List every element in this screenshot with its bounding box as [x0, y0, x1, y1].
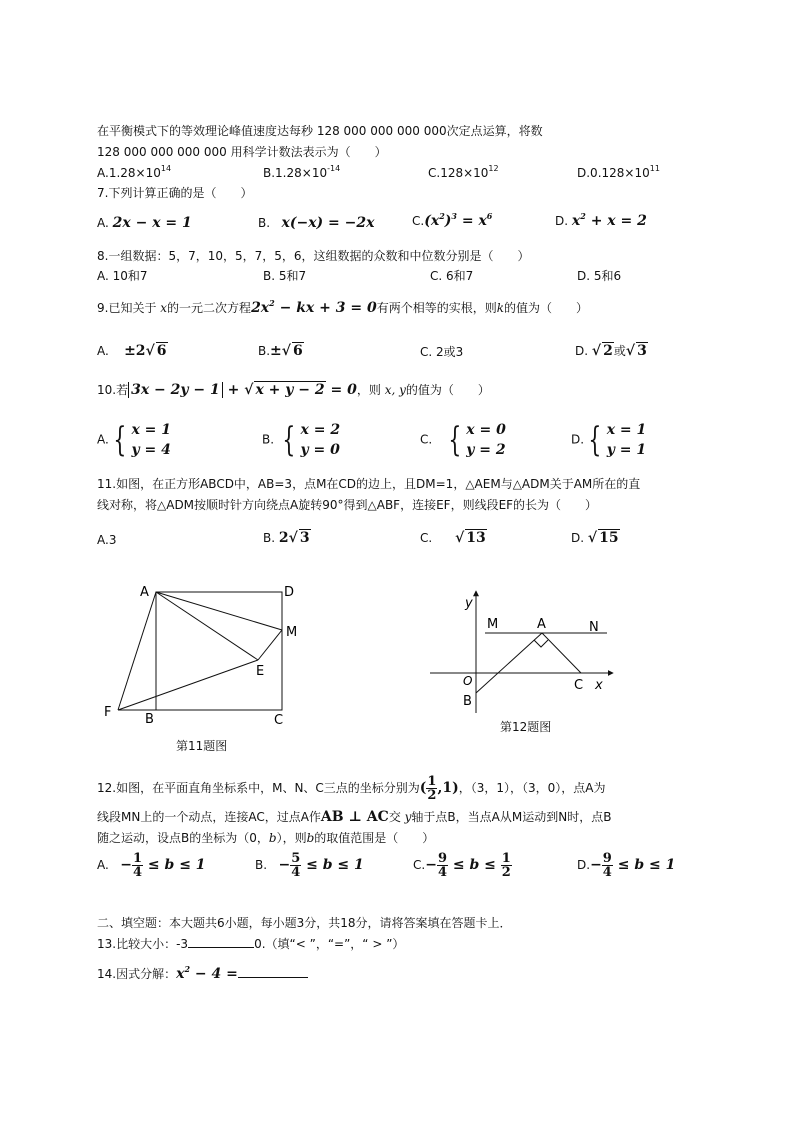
q7-stem: 7.下列计算正确的是（ ） — [97, 186, 253, 200]
label-a: A — [537, 617, 546, 632]
q9-option-b: B.±√ 6 — [258, 343, 303, 359]
label-m: M — [487, 617, 499, 632]
q14: 14.因式分解：$x^2 - 4$ = — [97, 965, 308, 982]
q12-option-b: B. − $\frac{5}{4}$ ≤ b ≤ 1 — [255, 851, 364, 880]
label-o: O — [463, 674, 473, 688]
q8-stem: 8.一组数据：5，7，10，5，7，5，6，这组数据的众数和中位数分别是（ ） — [97, 249, 530, 263]
segment-ae — [156, 592, 258, 660]
q7-option-d: D. $x^2 + x = 2$ — [555, 211, 647, 229]
q12-stem-line2: 线段MN上的一个动点，连接AC，过点A作AB ⊥ AC交 y轴于点B，当点A从M运动到N时，点B — [97, 809, 612, 825]
q7-option-b: B. x(−x) = −2x — [258, 215, 375, 231]
segment-em — [258, 630, 282, 660]
label-n: N — [589, 620, 599, 635]
q9-stem: 9.已知关于 x的一元二次方程$2x^2$ − kx + 3 = 0有两个相等的实根，则k的值为（ ） — [97, 298, 589, 316]
right-angle-mark — [534, 640, 548, 647]
q9-option-d: D. √ 2或√ 3 — [575, 343, 647, 359]
q12-stem-line1: 12.如图，在平面直角坐标系中，M、N、C三点的坐标分别为( $\frac{1}{2}$ ,1)，（3，1），（3，0），点A为 — [97, 774, 606, 803]
q10-stem: 10.若 3x − 2y − 1 + √ x + y − 2 = 0，则 x, y的值为（ ） — [97, 382, 490, 398]
q12-option-a: A. − $\frac{1}{4}$ ≤ b ≤ 1 — [97, 851, 206, 880]
q11-stem-line2: 线对称，将△ADM按顺时针方向绕点A旋转90°得到△ABF，连接EF，则线段EF的长为（ ） — [97, 498, 598, 512]
square-abcd — [156, 592, 282, 710]
label-b: B — [145, 712, 154, 727]
q12-option-d: D.− $\frac{9}{4}$ ≤ b ≤ 1 — [577, 851, 676, 880]
q6-option-d: $D.0.128\times 10^{11}$ — [577, 164, 660, 180]
q8-option-a: A. 10和7 — [97, 269, 148, 283]
figure-12 — [425, 585, 625, 715]
q10-option-b: B. { x = 2 y = 0 — [262, 420, 341, 460]
segment-ac — [542, 633, 581, 673]
q6-option-a: $A.1.28\times 10^{14}$ — [97, 164, 172, 180]
label-d: D — [284, 585, 295, 600]
q12-stem-line3: 随之运动，设点B的坐标为（0，b），则b的取值范围是（ ） — [97, 831, 435, 845]
q10-option-a: A. { x = 1 y = 4 — [97, 420, 172, 460]
q10-option-d: D. { x = 1 y = 1 — [571, 420, 647, 460]
q13-answer-blank[interactable] — [188, 935, 254, 948]
q12-option-c: C.− $\frac{9}{4}$ ≤ b ≤ $\frac{1}{2}$ — [413, 851, 511, 880]
label-e: E — [256, 664, 265, 679]
figure-12-caption: 第12题图 — [500, 720, 552, 734]
q11-option-d: D. √ 15 — [571, 530, 619, 546]
label-c: C — [274, 713, 284, 728]
q8-option-d: D. 5和6 — [577, 269, 622, 283]
q7-option-c: $C.(x^2)^3 = x^6$ — [412, 211, 493, 229]
segment-ef — [118, 660, 258, 710]
q11-option-b: B. 2√ 3 — [263, 530, 310, 546]
label-a: A — [140, 585, 149, 600]
segment-ab — [476, 633, 542, 693]
q6-stem-line1: 在平衡模式下的等效理论峰值速度达每秒 128 000 000 000 000次定点运算，将数 — [97, 124, 543, 138]
label-x: x — [595, 678, 603, 693]
segment-af — [118, 592, 156, 710]
q7-option-a: A. 2x − x = 1 — [97, 215, 192, 231]
section-2-header: 二、填空题：本大题共6小题，每小题3分，共18分，请将答案填在答题卡上． — [97, 916, 512, 930]
q8-option-c: C. 6和7 — [430, 269, 474, 283]
q8-option-b: B. 5和7 — [263, 269, 307, 283]
q13: 13.比较大小：-3 0.（填“< ”，“=”，“ > ”） — [97, 937, 405, 951]
figure-11-caption: 第11题图 — [176, 739, 228, 753]
label-m: M — [286, 625, 298, 640]
segment-am — [156, 592, 282, 630]
q14-answer-blank[interactable] — [238, 965, 308, 978]
figure-11 — [100, 580, 320, 740]
label-c: C — [574, 678, 584, 693]
q6-option-b: $B.1.28\times 10^{-14}$ — [263, 164, 341, 180]
label-b: B — [463, 694, 472, 709]
q9-option-a: A. ±2√ 6 — [97, 343, 167, 359]
q9-option-c: C. 2或3 — [420, 345, 464, 359]
label-y: y — [465, 596, 473, 611]
q6-stem-line2: 128 000 000 000 000 用科学计数法表示为（ ） — [97, 145, 387, 159]
q11-stem-line1: 11.如图，在正方形ABCD中，AB=3，点M在CD的边上，且DM=1，△AEM与△ADM关于AM所在的直 — [97, 477, 641, 491]
q10-option-c: C. { x = 0 y = 2 — [420, 420, 506, 460]
q11-option-a: A.3 — [97, 533, 117, 547]
label-f: F — [104, 705, 112, 720]
q11-option-c: C. √ 13 — [420, 530, 486, 546]
q6-option-c: $C.128\times 10^{12}$ — [428, 164, 499, 180]
